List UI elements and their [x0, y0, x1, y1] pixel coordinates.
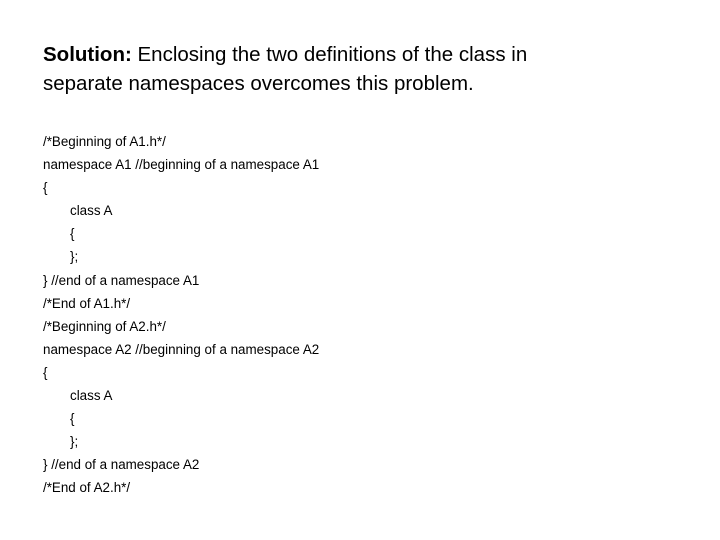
code-line: } //end of a namespace A2 — [43, 457, 200, 473]
code-line: } //end of a namespace A1 — [43, 272, 200, 288]
code-line: class A — [70, 203, 113, 219]
slide-heading — [43, 40, 683, 98]
code-line: /*Beginning of A1.h*/ — [43, 134, 166, 149]
code-line: /*End of A2.h*/ — [43, 480, 131, 496]
code-line: }; — [70, 434, 79, 450]
code-line: { — [70, 226, 75, 242]
heading-line-1 — [43, 40, 683, 69]
code-line: /*End of A1.h*/ — [43, 295, 131, 311]
heading-line-2: separate namespaces overcomes this problem. — [43, 72, 474, 95]
solution-label: Solution: — [43, 43, 132, 66]
heading-text-1: Enclosing the two definitions of the class in — [131, 43, 528, 66]
code-line: { — [43, 364, 48, 380]
code-line: class A — [70, 388, 113, 404]
code-line: }; — [70, 249, 79, 265]
code-line: { — [70, 411, 75, 427]
code-line: /*Beginning of A2.h*/ — [43, 318, 166, 334]
code-line: namespace A1 //beginning of a namespace A1 — [43, 157, 320, 173]
code-line: { — [43, 180, 48, 196]
code-block — [43, 130, 683, 500]
code-line: namespace A2 //beginning of a namespace A2 — [43, 341, 320, 357]
